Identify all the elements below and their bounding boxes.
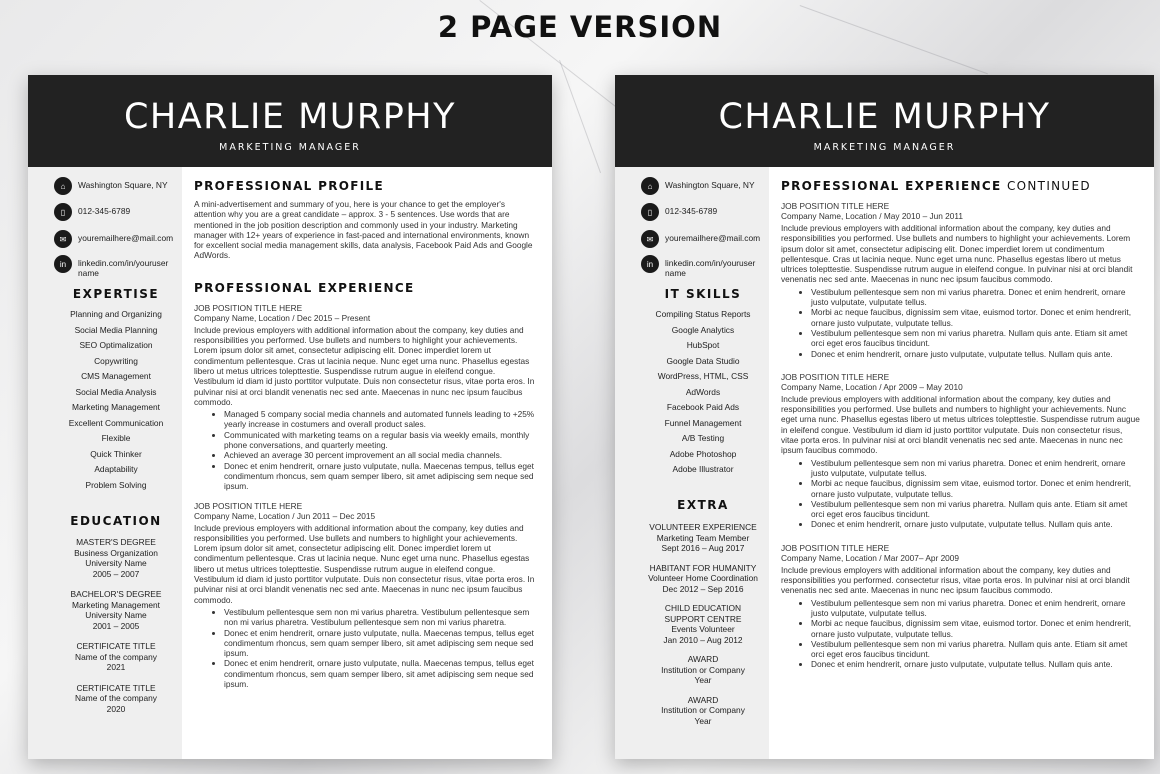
job-title: JOB POSITION TITLE HERE [194, 500, 303, 511]
job-entry [194, 501, 538, 690]
job-title: JOB POSITION TITLE HERE [781, 542, 890, 553]
job-description: Include previous employers with additional information about the company, key duties and responsibilities you performed. Use bullets and numbers to highlight your achievements. Lorem ipsum dolor sit amet, consectetur adipiscing elit. Donec imperdiet lorem ut condimentum pellentesque. Cras ut lacinia neque. Nunc eget urna nunc. Phasellus egestas libero ut metus ultrices tolepttestie. Suspendisse rutrum augue in eleifend congue. In pulvinar nisi at orci blandit venenatis nec sed ante. Maecenas in nunc nec ipsum faucibus commodo. [781, 223, 1133, 285]
extra-entry-line: SUPPORT CENTRE [664, 613, 742, 624]
job-bullets [781, 287, 1140, 359]
linkedin-icon: in [54, 255, 72, 273]
education-heading: EDUCATION [70, 514, 162, 528]
job-bullet: • Donec et enim hendrerit, ornare justo vulputate, nulla. Maecenas tempus, tellus eget condimentum rhoncus, sem quam semper libero, sit amet adipiscing sem neque sed ipsum. [224, 658, 538, 689]
mail-icon: ✉ [54, 230, 72, 248]
it-skills-list [615, 307, 791, 478]
education-entry-line: University Name [85, 558, 147, 568]
job-bullet: • Vestibulum pellentesque sem non mi varius pharetra. Donec et enim hendrerit, ornare justo vulputate, vulputate tellus. [811, 598, 1140, 619]
job-entry [781, 201, 1140, 359]
skill-item: Google Analytics [671, 324, 735, 335]
expertise-item: CMS Management [81, 371, 151, 381]
extra-list [615, 522, 791, 735]
linkedin-icon: in [641, 255, 659, 273]
job-description: Include previous employers with additional information about the company, key duties and responsibilities you performed. consectetur risus, vitae porta eros. In pulvinar nisi at orci blandit venenatis nec sed ante. Maecenas in nunc nec ipsum faucibus commodo. [781, 564, 1130, 596]
job-bullets [781, 598, 1140, 670]
resume-page-1 [28, 75, 552, 759]
job-description: Include previous employers with additional information about the company, key duties and responsibilities you performed. Use bullets and numbers to highlight your achievements. Lorem ipsum dolor sit amet, consectetur adipiscing elit. Donec imperdiet lorem ut condimentum pellentesque. Cras ut lacinia neque. Nunc eget urna nunc. Phasellus egestas libero ut metus ultrices tolepttestie. Suspendisse rutrum augue in eleifend congue. Vestibulum id diam id justo porttitor vulputate. Duis non consectetur risus, vitae porta eros. In pulvinar nisi at orci blandit venenatis nec sed ante. Maecenas in nunc nec ipsum faucibus commodo. [194, 522, 535, 605]
phone-icon: ▯ [54, 203, 72, 221]
skill-item: Google Data Studio [666, 355, 740, 366]
extra-entry-line: Institution or Company [661, 664, 745, 675]
resume-header [28, 75, 552, 167]
education-entry-line: 2001 – 2005 [92, 620, 140, 631]
experience-list [194, 303, 538, 690]
extra-entry-line: Volunteer Home Coordination [648, 573, 758, 583]
sidebar [28, 167, 182, 759]
contact-phone: ▯ 012-345-6789 [54, 203, 178, 221]
job-bullet: • Morbi ac neque faucibus, dignissim sem vitae, euismod tortor. Donec et enim hendrerit, ornare justo vulputate, vulputate tellus. [811, 478, 1140, 499]
skill-item: Funnel Management [664, 417, 742, 428]
job-bullet: • Donec et enim hendrerit, ornare justo vulputate, vulputate tellus. Nullam quis ante. [811, 519, 1140, 529]
education-entry [28, 683, 204, 715]
extra-entry-line: Jan 2010 – Aug 2012 [663, 634, 743, 645]
education-entry-line: Marketing Management [72, 599, 160, 610]
contact-location: ⌂ Washington Square, NY [641, 177, 765, 195]
education-entry-line: MASTER'S DEGREE [76, 537, 156, 547]
job-description: Include previous employers with additional information about the company, key duties and responsibilities you performed. Use bullets and numbers to highlight your achievements. Lorem ipsum dolor sit amet, consectetur adipiscing elit. Donec imperdiet lorem ut condimentum pellentesque. Cras ut lacinia neque. Nunc eget urna nunc. Phasellus egestas libero ut metus ultrices tolepttestie. Suspendisse rutrum augue in eleifend congue. Vestibulum id diam id justo porttitor vulputate. Duis non consectetur risus, vitae porta eros. In pulvinar nisi at orci blandit venenatis nec sed ante. Maecenas in nunc nec ipsum faucibus commodo. [194, 324, 535, 407]
extra-entry-line: CHILD EDUCATION [664, 603, 742, 613]
extra-entry [615, 603, 791, 645]
profile-text: A mini-advertisement and summary of you, here is your chance to get the employer's attention why you are a great candidate – approx. 3 - 5 sentences. Use words that are mentioned in the job position description and commonly used in your industry. Marketing manager with 12+ years of experience in fast-paced and international environments, known for excellent social media management skills, data analysis, Facebook Paid Ads and Google AdWords. [194, 199, 533, 261]
education-entry-line: CERTIFICATE TITLE [76, 682, 156, 693]
job-bullet: • Donec et enim hendrerit, ornare justo vulputate, vulputate tellus. Nullam quis ante. [811, 659, 1140, 669]
expertise-item: Social Media Analysis [75, 386, 157, 397]
phone-icon: ▯ [641, 203, 659, 221]
extra-entry [615, 654, 791, 686]
experience-heading: PROFESSIONAL EXPERIENCE CONTINUED [781, 179, 1091, 193]
job-bullet: • Donec et enim hendrerit, ornare justo vulputate, vulputate tellus. Nullam quis ante. [811, 349, 1140, 359]
home-icon: ⌂ [641, 177, 659, 195]
experience-list [781, 201, 1140, 670]
contact-linkedin: in linkedin.com/in/youruser name [641, 255, 765, 278]
extra-entry [615, 695, 791, 727]
expertise-item: Quick Thinker [90, 448, 142, 459]
job-bullet: • Managed 5 company social media channels and automated funnels leading to +25% yearly increase in costumers and overall product sales. [224, 409, 538, 430]
job-title: JOB POSITION TITLE HERE [194, 302, 303, 313]
job-title: JOB POSITION TITLE HERE [781, 201, 890, 211]
extra-entry-line: Marketing Team Member [656, 532, 750, 543]
education-entry-line: CERTIFICATE TITLE [76, 641, 156, 651]
expertise-item: Copywriting [94, 355, 138, 366]
expertise-item: SEO Optimalization [79, 340, 153, 350]
extra-entry [615, 522, 791, 554]
education-entry-line: Name of the company [75, 693, 157, 703]
skill-item: A/B Testing [681, 433, 725, 443]
job-entry [781, 543, 1140, 670]
job-company: Company Name, Location / Jun 2011 – Dec 2015 [194, 510, 376, 521]
skill-item: Facebook Paid Ads [666, 402, 740, 412]
education-list [28, 537, 204, 724]
education-entry-line: 2020 [106, 703, 126, 714]
education-entry-line: 2021 [106, 662, 126, 672]
job-bullets [194, 607, 538, 689]
contact-email: ✉ youremailhere@mail.com [641, 230, 765, 248]
extra-entry-line: Institution or Company [661, 705, 745, 715]
education-entry-line: University Name [85, 610, 147, 620]
resume-header [615, 75, 1154, 167]
job-company: Company Name, Location / Apr 2009 – May 2010 [781, 381, 963, 392]
contact-phone: ▯ 012-345-6789 [641, 203, 765, 221]
extra-entry-line: Dec 2012 – Sep 2016 [662, 583, 744, 594]
sidebar [615, 167, 769, 759]
job-bullet: • Vestibulum pellentesque sem non mi varius pharetra. Donec et enim hendrerit, ornare justo vulputate, vulputate tellus. [811, 287, 1140, 308]
main-column [781, 179, 1140, 683]
job-entry [194, 303, 538, 492]
contact-linkedin: in linkedin.com/in/youruser name [54, 255, 178, 278]
education-entry [28, 537, 204, 579]
skill-item: WordPress, HTML, CSS [657, 371, 749, 381]
job-bullet: • Morbi ac neque faucibus, dignissim sem vitae, euismod tortor. Donec et enim hendrerit, ornare justo vulputate, vulputate tellus. [811, 307, 1140, 328]
contact-email: ✉ youremailhere@mail.com [54, 230, 178, 248]
candidate-title: MARKETING MANAGER [813, 142, 956, 153]
skill-item: AdWords [685, 386, 721, 397]
education-entry-line: 2005 – 2007 [92, 568, 140, 579]
contact-location: ⌂ Washington Square, NY [54, 177, 178, 195]
page-banner: 2 PAGE VERSION [437, 10, 723, 44]
education-entry [28, 589, 204, 631]
expertise-item: Marketing Management [72, 402, 160, 412]
extra-entry [615, 563, 791, 595]
job-bullet: • Donec et enim hendrerit, ornare justo vulputate, nulla. Maecenas tempus, tellus eget condimentum rhoncus, sem quam semper libero, sit amet adipiscing sem neque sed ipsum. [224, 461, 538, 492]
job-bullet: • Morbi ac neque faucibus, dignissim sem vitae, euismod tortor. Donec et enim hendrerit, ornare justo vulputate, vulputate tellus. [811, 618, 1140, 639]
extra-entry-line: Sept 2016 – Aug 2017 [661, 543, 745, 553]
expertise-item: Excellent Communication [68, 417, 164, 428]
job-bullet: • Vestibulum pellentesque sem non mi varius pharetra. Nullam quis ante. Etiam sit amet orci eget eros faucibus tincidunt. [811, 499, 1140, 520]
education-entry-line: BACHELOR'S DEGREE [70, 589, 162, 599]
candidate-name: CHARLIE MURPHY [718, 97, 1051, 137]
job-company: Company Name, Location / May 2010 – Jun 2011 [781, 211, 964, 221]
expertise-item: Adaptability [94, 464, 138, 474]
skill-item: Adobe Photoshop [669, 448, 737, 459]
extra-entry-line: Events Volunteer [671, 624, 735, 634]
expertise-heading: EXPERTISE [72, 287, 160, 301]
skill-item: HubSpot [686, 340, 720, 350]
job-title: JOB POSITION TITLE HERE [781, 371, 890, 382]
job-bullet: • Vestibulum pellentesque sem non mi varius pharetra. Donec et enim hendrerit, ornare justo vulputate, vulputate tellus. [811, 458, 1140, 479]
education-entry-line: Name of the company [75, 651, 157, 662]
job-company: Company Name, Location / Mar 2007– Apr 2009 [781, 552, 960, 563]
education-entry [28, 641, 204, 673]
extra-entry-line: HABITANT FOR HUMANITY [649, 562, 757, 573]
expertise-item: Flexible [101, 433, 131, 443]
extra-entry-line: Year [694, 715, 712, 726]
home-icon: ⌂ [54, 177, 72, 195]
education-entry-line: Business Organization [74, 547, 158, 558]
job-bullet: • Achieved an average 30 percent improvement an all social media channels. [224, 450, 538, 460]
profile-heading: PROFESSIONAL PROFILE [194, 179, 384, 193]
job-bullets [194, 409, 538, 491]
job-description: Include previous employers with additional information about the company, key duties and responsibilities you performed. Use bullets and numbers to highlight your achievements. Nunc eget urna nunc. Phasellus egestas libero ut metus ultrices tolepttestie. Suspendisse rutrum augue in eleifend congue. Vestibulum id diam id justo porttitor vulputate. Duis non consectetur risus, vitae porta eros. In pulvinar nisi at orci blandit venenatis nec sed ante. Maecenas in nunc nec ipsum faucibus commodo. [781, 393, 1140, 456]
main-column [194, 179, 538, 698]
job-bullet: • Vestibulum pellentesque sem non mi varius pharetra. Vestibulum pellentesque sem non mi varius pharetra. Vestibulum pellentesque sem non mi varius pharetra. [224, 607, 538, 628]
candidate-title: MARKETING MANAGER [219, 142, 361, 153]
extra-heading: EXTRA [677, 498, 729, 512]
extra-entry-line: Year [694, 675, 712, 685]
extra-entry-line: AWARD [687, 694, 719, 705]
expertise-item: Problem Solving [85, 479, 147, 490]
job-bullet: • Donec et enim hendrerit, ornare justo vulputate, nulla. Maecenas tempus, tellus eget condimentum rhoncus, sem quam semper libero, sit amet adipiscing sem neque sed ipsum. [224, 628, 538, 659]
skill-item: Compiling Status Reports [655, 309, 751, 319]
job-bullet: • Communicated with marketing teams on a regular basis via weekly emails, monthly phone conversations, and quarterly meeting. [224, 430, 538, 451]
job-bullet: • Vestibulum pellentesque sem non mi varius pharetra. Nullam quis ante. Etiam sit amet orci eget eros faucibus tincidunt. [811, 328, 1140, 349]
experience-heading: PROFESSIONAL EXPERIENCE [194, 280, 415, 295]
job-company: Company Name, Location / Dec 2015 – Present [194, 312, 371, 323]
mail-icon: ✉ [641, 230, 659, 248]
resume-page-2 [615, 75, 1154, 759]
expertise-list [28, 307, 204, 493]
skill-item: Adobe Illustrator [672, 464, 734, 474]
job-bullets [781, 458, 1140, 530]
job-bullet: • Vestibulum pellentesque sem non mi varius pharetra. Nullam quis ante. Etiam sit amet orci eget eros faucibus tincidunt. [811, 639, 1140, 660]
expertise-item: Social Media Planning [74, 324, 158, 335]
extra-entry-line: VOLUNTEER EXPERIENCE [649, 522, 757, 532]
continued-label: CONTINUED [1006, 179, 1091, 193]
expertise-item: Planning and Organizing [70, 309, 162, 319]
extra-entry-line: AWARD [687, 654, 719, 664]
job-entry [781, 372, 1140, 530]
it-skills-heading: IT SKILLS [664, 287, 742, 301]
candidate-name: CHARLIE MURPHY [123, 97, 457, 137]
